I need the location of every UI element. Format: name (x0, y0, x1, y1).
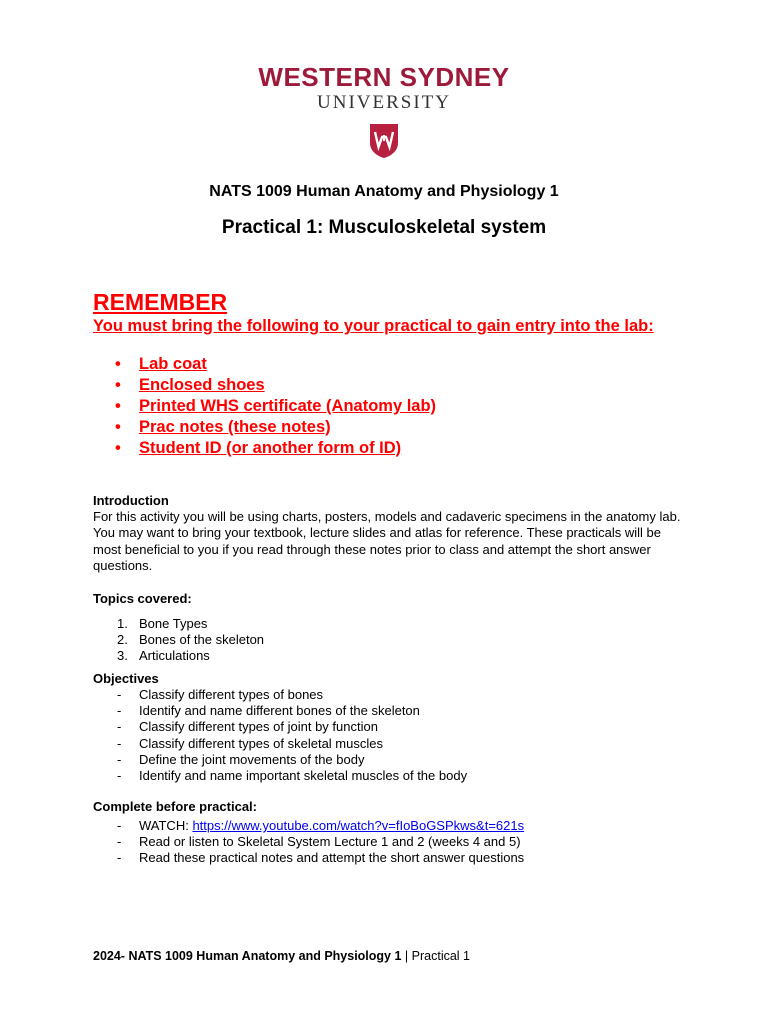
topics-heading: Topics covered: (93, 591, 192, 606)
university-shield-icon (369, 123, 399, 159)
bullet-icon: • (115, 397, 121, 415)
requirements-list (93, 354, 436, 459)
page-footer: 2024- NATS 1009 Human Anatomy and Physiology 1 | Practical 1 (93, 949, 470, 963)
list-item: - Identify and name different bones of the skeleton (117, 703, 420, 719)
introduction-heading: Introduction (93, 493, 169, 508)
list-item: 2. Bones of the skeleton (117, 632, 265, 648)
objectives-heading: Objectives (93, 671, 159, 686)
logo-wordmark-line1: WESTERN SYDNEY (258, 62, 510, 92)
list-item: - Classify different types of skeletal muscles (117, 735, 383, 751)
topics-list (93, 616, 264, 665)
list-item: • Enclosed shoes (115, 376, 265, 394)
list-item: - Identify and name important skeletal muscles of the body (117, 768, 468, 784)
list-item: - Read or listen to Skeletal System Lecture 1 and 2 (weeks 4 and 5) (117, 834, 521, 850)
list-item: • Prac notes (these notes) (115, 418, 331, 436)
objectives-list (93, 687, 467, 784)
bullet-icon: • (115, 418, 121, 436)
university-logo (0, 62, 768, 114)
list-item: - Define the joint movements of the body (117, 751, 365, 767)
bullet-icon: • (115, 439, 121, 457)
before-practical-list (93, 818, 524, 867)
bullet-icon: • (115, 355, 121, 373)
list-item: 3. Articulations (117, 648, 210, 664)
entry-requirement-text: You must bring the following to your practical to gain entry into the lab: (93, 317, 654, 335)
before-practical-heading: Complete before practical: (93, 799, 257, 814)
bullet-icon: • (115, 376, 121, 394)
remember-heading: REMEMBER (93, 289, 228, 315)
list-item: - Read these practical notes and attempt the short answer questions (117, 850, 525, 866)
list-item: • Lab coat (115, 355, 207, 373)
video-link[interactable]: https://www.youtube.com/watch?v=fIoBoGSPkws&t=621s (192, 818, 525, 833)
practical-title: Practical 1: Musculoskeletal system (221, 217, 547, 238)
course-title: NATS 1009 Human Anatomy and Physiology 1 (209, 183, 559, 200)
list-item: - Classify different types of bones (117, 687, 324, 702)
list-item: • Student ID (or another form of ID) (115, 439, 402, 457)
list-item: 1. Bone Types (117, 616, 208, 631)
list-item: - Classify different types of joint by function (117, 719, 378, 735)
introduction-text: For this activity you will be using charts, posters, models and cadaveric specimens in the anatomy lab. You may want to bring your textbook, lecture slides and atlas for reference. These practicals will be most beneficial to you if you read through these notes prior to class and attempt the short answer questions. (93, 509, 681, 573)
list-item: - WATCH: https://www.youtube.com/watch?v=fIoBoGSPkws&t=621s (117, 818, 525, 833)
logo-wordmark-line2: UNIVERSITY (317, 92, 451, 113)
list-item: • Printed WHS certificate (Anatomy lab) (115, 397, 437, 415)
